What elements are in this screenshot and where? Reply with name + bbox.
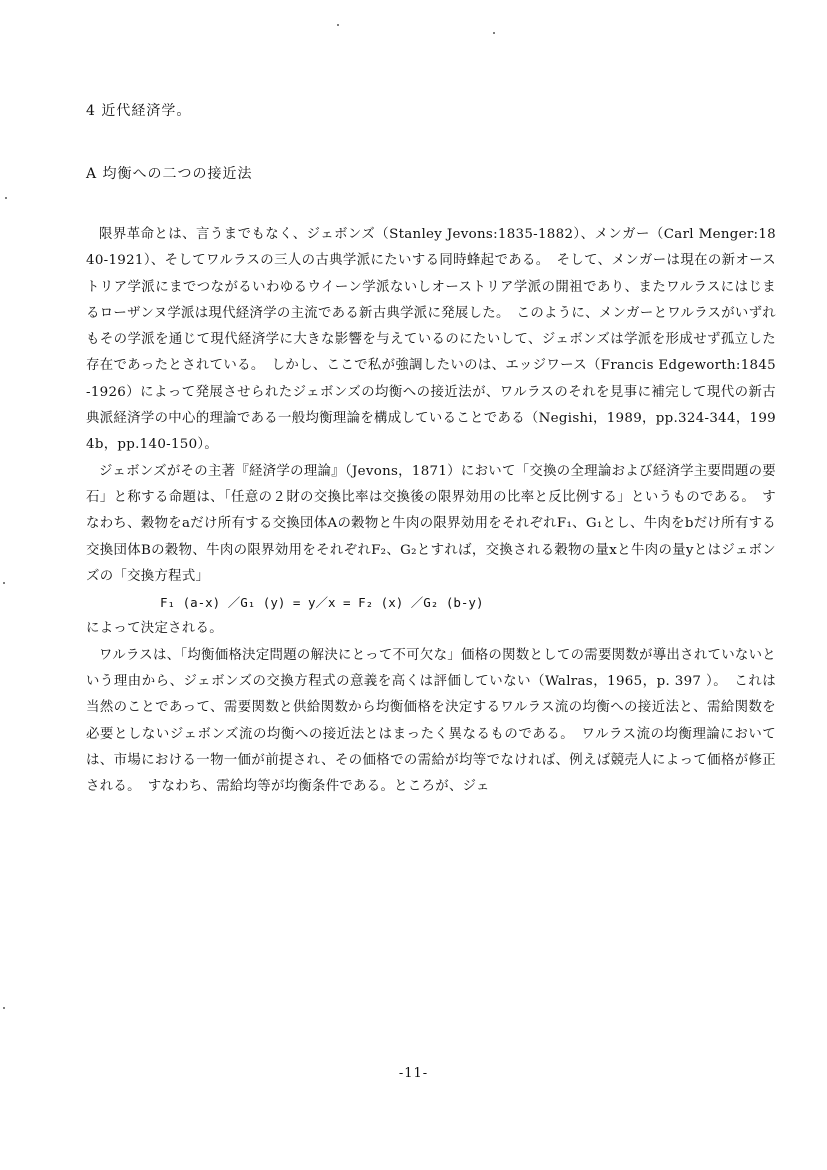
scan-speck bbox=[337, 24, 339, 26]
scan-speck bbox=[3, 582, 5, 584]
subsection-title: A 均衡への二つの接近法 bbox=[86, 166, 253, 182]
section-title: 4 近代経済学。 bbox=[86, 103, 192, 119]
body-text bbox=[86, 222, 776, 801]
scan-speck bbox=[3, 1007, 5, 1009]
paragraph-1: 限界革命とは、言うまでもなく、ジェボンズ（Stanley Jevons:1835-1882）、メンガー（Carl Menger:1840-1921）、そしてワルラスの三人の古典学派にたいする同時蜂起である。 そして、メンガーは現在の新オーストリア学派にまでつながるいわゆるウイーン学派ないしオーストリア学派の開祖であり、またワルラスにはじまるローザンヌ学派は現代経済学の主流である新古典学派に発展した。 このように、メンガーとワルラスがいずれもその学派を通じて現代経済学に大きな影響を与えているのにたいして、ジェボンズは学派を形成せず孤立した存在であったとされている。 しかし、ここで私が強調したいのは、エッジワース（Francis Edgeworth:1845-1926）によって発展させられたジェボンズの均衡への接近法が、ワルラスのそれを見事に補完して現代の新古典派経済学の中心的理論である一般均衡理論を構成していることである（Negishi，1989，pp.324-344，1994b，pp.140-150）。 bbox=[86, 227, 776, 453]
paragraph-2: ジェボンズがその主著『経済学の理論』（Jevons，1871）において「交換の全理論および経済学主要問題の要石」と称する命題は、「任意の２財の交換比率は交換後の限界効用の比率と反比例する」というものである。 すなわち、穀物をaだけ所有する交換団体Aの穀物と牛肉の限界効用をそれぞれF₁、G₁とし、牛肉をbだけ所有する交換団体Bの穀物、牛肉の限界効用をそれぞれF₂、G₂とすれば，交換される穀物の量xと牛肉の量yとはジェボンズの「交換方程式」 bbox=[86, 463, 776, 584]
page-number: -11- bbox=[398, 1066, 429, 1081]
paragraph-3: によって決定される。 bbox=[86, 621, 223, 637]
scan-speck bbox=[5, 197, 7, 199]
paragraph-4: ワルラスは、「均衡価格決定問題の解決にとって不可欠な」価格の関数としての需要関数が導出されていないという理由から、ジェボンズの交換方程式の意義を高くは評価していない（Walras，1965，p. 397 ）。 これは当然のことであって、需要関数と供給関数から均衡価格を決定するワルラス流の均衡への接近法と、需給関数を必要としないジェボンズ流の均衡への接近法とはまったく異なるものである。 ワルラス流の均衡理論においては、市場における一物一価が前提され、その価格での需給が均等でなければ、例えば競売人によって価格が修正される。 すなわち、需給均等が均衡条件である。ところが、ジェ bbox=[86, 647, 776, 795]
scan-speck bbox=[493, 32, 495, 34]
exchange-equation: F₁ (a-x) ／G₁ (y) = y／x = F₂ (x) ／G₂ (b-y) bbox=[160, 595, 484, 611]
